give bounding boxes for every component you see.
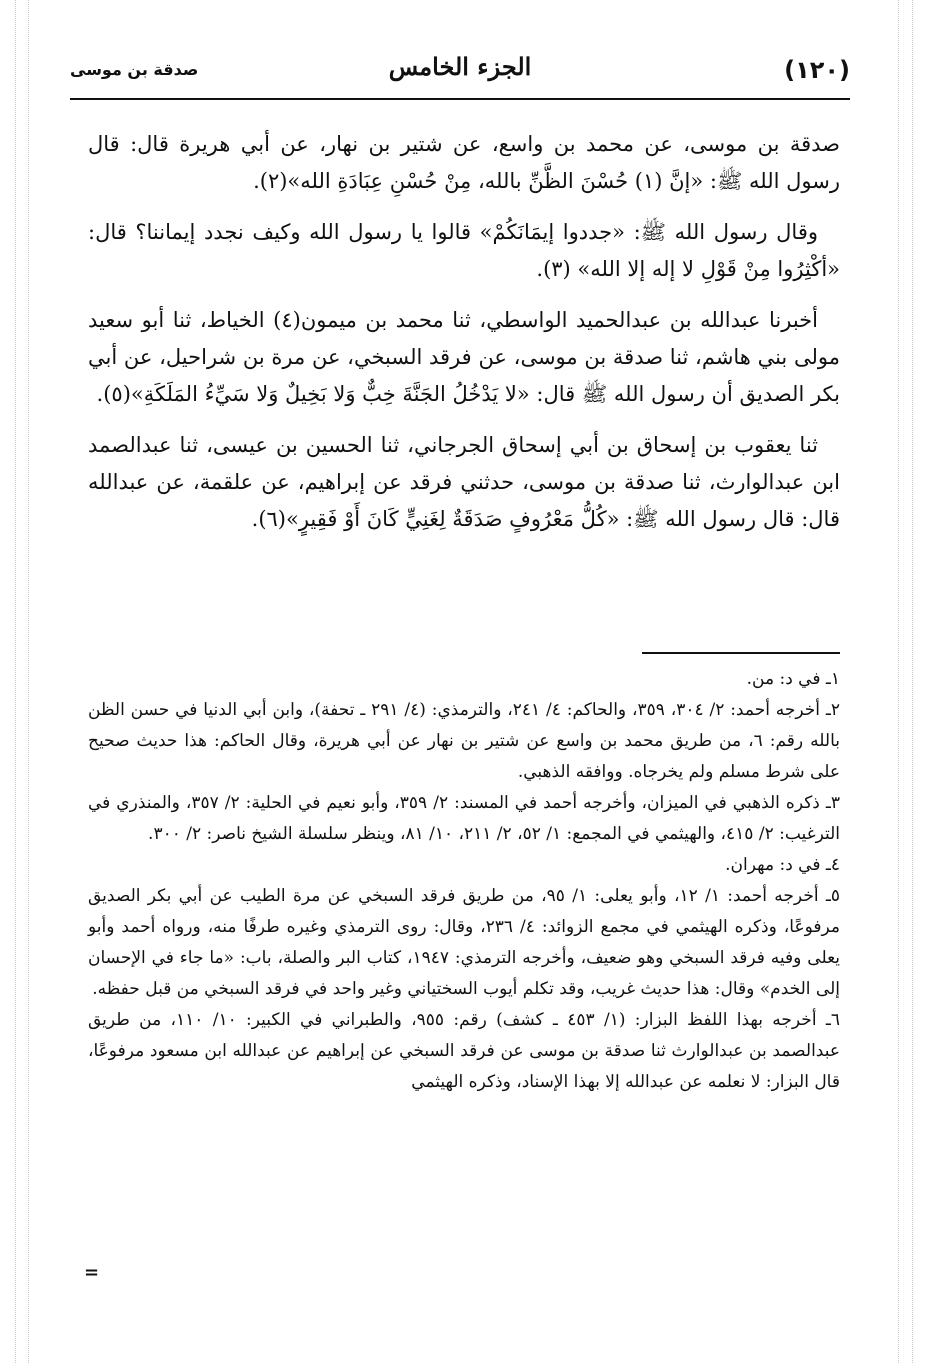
body-paragraph: أخبرنا عبدالله بن عبدالحميد الواسطي، ثنا محمد بن ميمون(٤) الخياط، ثنا أبو سعيد مولى بني هاشم، ثنا صدقة بن موسى، عن فرقد السبخي، عن مرة بن شراحيل، عن أبي بكر الصديق أن رسول الله ﷺ قال: «لا يَدْخُلُ الجَنَّةَ خِبٌّ وَلا بَخِيلٌ وَلا سَيِّءُ المَلَكَةِ»(٥).: [88, 308, 840, 406]
footnote-text: في د: من.: [746, 669, 821, 689]
entry-name: صدقة بن موسى: [70, 60, 199, 79]
footnote-number: ٤ـ: [825, 855, 840, 875]
footnote: [88, 664, 840, 695]
footnote-text: أخرجه أحمد: ١/ ١٢، وأبو يعلى: ١/ ٩٥، من طريق فرقد السبخي عن مرة الطيب عن أبي بكر الصديق مرفوعًا، وذكره الهيثمي في مجمع الزوائد: ٤/ ٢٣٦، وقال: روى الترمذي وغيره طرفًا منه، ورواه أحمد وأبو يعلى وفيه فرقد السبخي وهو ضعيف، وأخرجه الترمذي: ١٩٤٧، كتاب البر والصلة، باب: «ما جاء في الإحسان إلى الخدم» وقال: هذا حديث غريب، وقد تكلم أيوب السختياني وغير واحد في فرقد السبخي من قبل حفظه.: [88, 886, 841, 999]
page-number: (١٢٠): [784, 56, 850, 84]
footnote-number: ١ـ: [825, 669, 840, 689]
footnote-text: أخرجه بهذا اللفظ البزار: (١/ ٤٥٣ ـ كشف) رقم: ٩٥٥، والطبراني في الكبير: ١٠/ ١١٠، من طريق عبدالصمد بن عبدالوارث ثنا صدقة بن موسى عن فرقد السبخي عن إبراهيم عن عبدالله ابن مسعود مرفوعًا، قال البزار: لا نعلمه عن عبدالله إلا بهذا الإسناد، وذكره الهيثمي: [88, 1010, 840, 1092]
footnote-text: أخرجه أحمد: ٢/ ٣٠٤، ٣٥٩، والحاكم: ٤/ ٢٤١، والترمذي: (٤/ ٢٩١ ـ تحفة)، وابن أبي الدنيا في حسن الظن بالله رقم: ٦، من طريق محمد بن واسع عن شتير بن نهار عن أبي هريرة، وقال الحاكم: هذا حديث صحيح على شرط مسلم ولم يخرجاه. ووافقه الذهبي.: [88, 700, 840, 782]
body-paragraph: صدقة بن موسى، عن محمد بن واسع، عن شتير بن نهار، عن أبي هريرة قال: قال رسول الله ﷺ: «إنَّ (١) حُسْنَ الظَّنِّ بالله، مِنْ حُسْنِ عِبَادَةِ الله»(٢).: [88, 132, 840, 193]
main-text: [88, 126, 840, 552]
body-paragraph: وقال رسول الله ﷺ: «جددوا إيمَانَكُمْ» قالوا يا رسول الله وكيف نجدد إيماننا؟ قال: «أكْثِرُوا مِنْ قَوْلِ لا إله إلا الله» (٣).: [88, 220, 840, 281]
footnote: [88, 788, 840, 850]
footnote: [88, 695, 840, 788]
footnote: [88, 1005, 840, 1098]
page-header: [70, 48, 850, 88]
margin-guide-line: [912, 0, 913, 1363]
margin-guide-line: [15, 0, 16, 1363]
footnote-text: ذكره الذهبي في الميزان، وأخرجه أحمد في المسند: ٢/ ٣٥٩، وأبو نعيم في الحلية: ٢/ ٣٥٧، والمنذري في الترغيب: ٢/ ٤١٥، والهيثمي في المجمع: ١/ ٥٢، ٢/ ٢١١، ١٠/ ٨١، وينظر سلسلة الشيخ ناصر: ٢/ ٣٠٠.: [88, 793, 840, 844]
header-rule: [70, 98, 850, 100]
continuation-mark: =: [84, 1262, 100, 1283]
footnotes: [88, 664, 840, 1098]
part-title: الجزء الخامس: [388, 52, 532, 81]
footnote-rule: [642, 652, 840, 654]
body-paragraph: ثنا يعقوب بن إسحاق بن أبي إسحاق الجرجاني، ثنا الحسين بن عيسى، ثنا عبدالصمد ابن عبدالوارث، ثنا صدقة بن موسى، حدثني فرقد عن إبراهيم، عن علقمة، عن عبدالله قال: قال رسول الله ﷺ: «كُلُّ مَعْرُوفٍ صَدَقَةٌ لِغَنِيٍّ كَانَ أَوْ فَقِيرٍ»(٦).: [88, 433, 840, 531]
footnote-number: ٦ـ: [825, 1010, 840, 1030]
footnote: [88, 850, 840, 881]
footnote-number: ٣ـ: [825, 793, 840, 813]
margin-guide-line: [898, 0, 899, 1363]
footnote-text: في د: مهران.: [725, 855, 821, 875]
margin-guide-line: [28, 0, 29, 1363]
footnote-number: ٥ـ: [825, 886, 840, 906]
footnote: [88, 881, 840, 1005]
footnote-number: ٢ـ: [825, 700, 840, 720]
